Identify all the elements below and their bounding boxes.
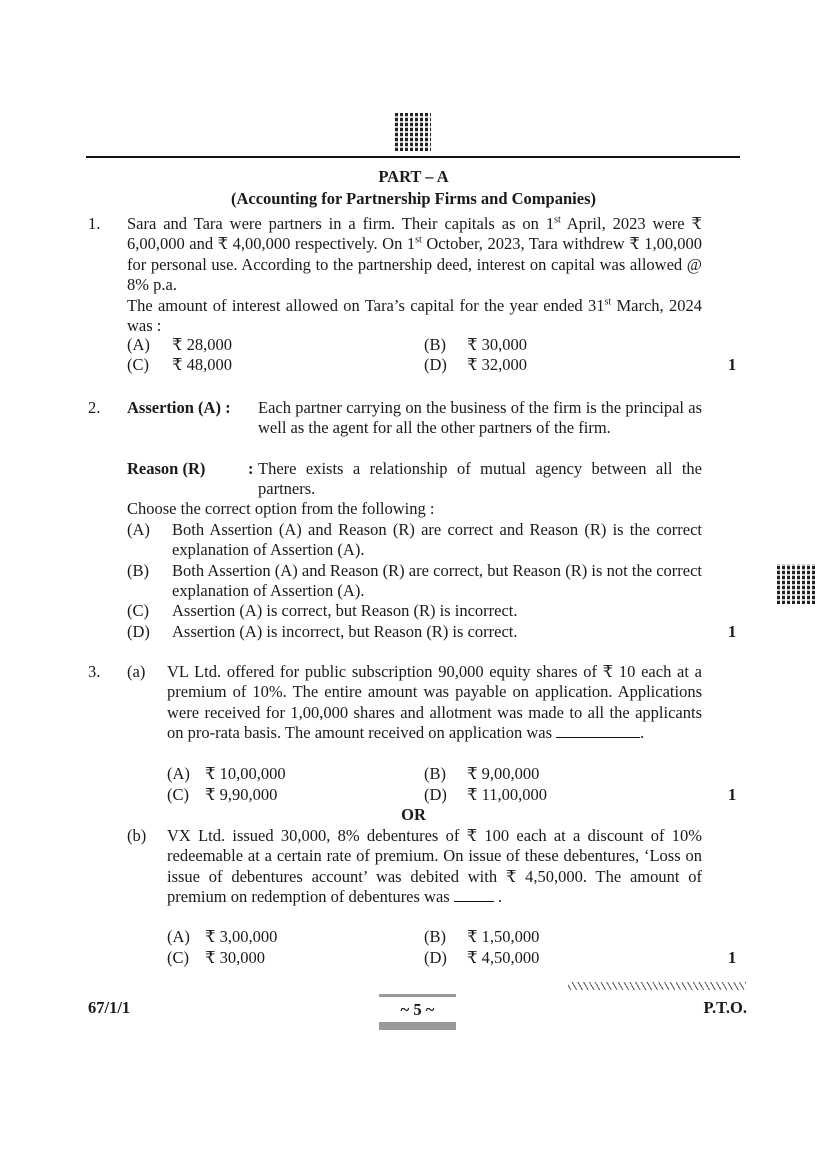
part-title: PART – A <box>378 167 449 186</box>
option-value: ₹ 28,000 <box>172 335 232 354</box>
question-number: 1. <box>88 214 101 233</box>
option-label: (D) <box>424 355 447 374</box>
sub-question-text: VX Ltd. issued 30,000, 8% debentures of ₹ 100 each at a discount of 10% redeemable at a certain rate of premium. On issue of these debentures, ‘Loss on issue of debentures account’ was debited with ₹ 4,50,000. The amount of premium on redemption of debentures was . <box>167 826 702 907</box>
option-value: ₹ 11,00,000 <box>467 785 548 804</box>
option-label: (D) <box>424 948 447 967</box>
option-value: ₹ 3,00,000 <box>205 927 278 946</box>
sub-question-text: VL Ltd. offered for public subscription 90,000 equity shares of ₹ 10 each at a premium of 10%. The entire amount was payable on application. Applications were received for 1,00,000 shares and allotment was made to all the applicants on pro-rata basis. The amount received on application was . <box>167 662 702 743</box>
question-number: 2. <box>88 398 101 417</box>
option-value: ₹ 10,00,000 <box>205 764 286 783</box>
option-label: (C) <box>127 601 149 620</box>
option-label: (A) <box>127 335 150 354</box>
option-label: (C) <box>167 785 189 804</box>
marks: 1 <box>728 355 737 374</box>
part-subtitle: (Accounting for Partnership Firms and Companies) <box>231 189 596 208</box>
option-label: (A) <box>127 520 150 539</box>
question-text: Sara and Tara were partners in a firm. Their capitals as on 1st April, 2023 were ₹ 6,00,000 and ₹ 4,00,000 respectively. On 1st October, 2023, Tara withdrew ₹ 1,00,000 for personal use. According to the partnership deed, interest on capital was allowed @ 8% p.a. The amount of interest allowed on Tara’s capital for the year ended 31st March, 2024 was : <box>127 214 702 336</box>
option-label: (C) <box>127 355 149 374</box>
qr-code-top <box>395 113 431 151</box>
option-value: Assertion (A) is correct, but Reason (R) is incorrect. <box>172 601 518 620</box>
option-label: (A) <box>167 764 190 783</box>
option-value: ₹ 4,50,000 <box>467 948 540 967</box>
option-value: ₹ 30,000 <box>467 335 527 354</box>
qr-code-side <box>777 564 817 604</box>
wavy-line-decoration <box>568 982 746 990</box>
option-label: (A) <box>167 927 190 946</box>
option-label: (B) <box>424 335 446 354</box>
option-value: Both Assertion (A) and Reason (R) are correct and Reason (R) is the correct explanation of Assertion (A). <box>172 520 702 560</box>
reason-label: Reason (R) <box>127 459 206 478</box>
assertion-text: Each partner carrying on the business of the firm is the principal as well as the agent for all the other partners of the firm. <box>258 398 702 438</box>
option-label: (B) <box>424 927 446 946</box>
reason-colon: : <box>248 459 254 478</box>
option-value: Both Assertion (A) and Reason (R) are correct, but Reason (R) is not the correct explanation of Assertion (A). <box>172 561 702 601</box>
reason-text: There exists a relationship of mutual agency between all the partners. <box>258 459 702 499</box>
page-number-bar-bottom <box>379 1022 456 1030</box>
option-value: Assertion (A) is incorrect, but Reason (R) is correct. <box>172 622 518 641</box>
question-number: 3. <box>88 662 101 681</box>
paper-code: 67/1/1 <box>88 998 131 1017</box>
assertion-label: Assertion (A) : <box>127 398 231 417</box>
option-label: (D) <box>424 785 447 804</box>
marks: 1 <box>728 948 737 967</box>
option-value: ₹ 1,50,000 <box>467 927 540 946</box>
option-label: (B) <box>127 561 149 580</box>
sub-question-label: (b) <box>127 826 147 845</box>
header-rule <box>86 156 740 158</box>
sub-question-label: (a) <box>127 662 146 681</box>
option-value: ₹ 32,000 <box>467 355 527 374</box>
option-label: (C) <box>167 948 189 967</box>
or-divider: OR <box>401 805 426 824</box>
question-prompt: Choose the correct option from the following : <box>127 499 435 518</box>
option-label: (D) <box>127 622 150 641</box>
marks: 1 <box>728 785 737 804</box>
option-value: ₹ 48,000 <box>172 355 232 374</box>
option-label: (B) <box>424 764 446 783</box>
marks: 1 <box>728 622 737 641</box>
pto-label: P.T.O. <box>703 998 747 1017</box>
option-value: ₹ 9,90,000 <box>205 785 278 804</box>
option-value: ₹ 30,000 <box>205 948 265 967</box>
page-number-bar-top <box>379 994 456 997</box>
option-value: ₹ 9,00,000 <box>467 764 540 783</box>
page-number: ~ 5 ~ <box>400 1000 435 1019</box>
